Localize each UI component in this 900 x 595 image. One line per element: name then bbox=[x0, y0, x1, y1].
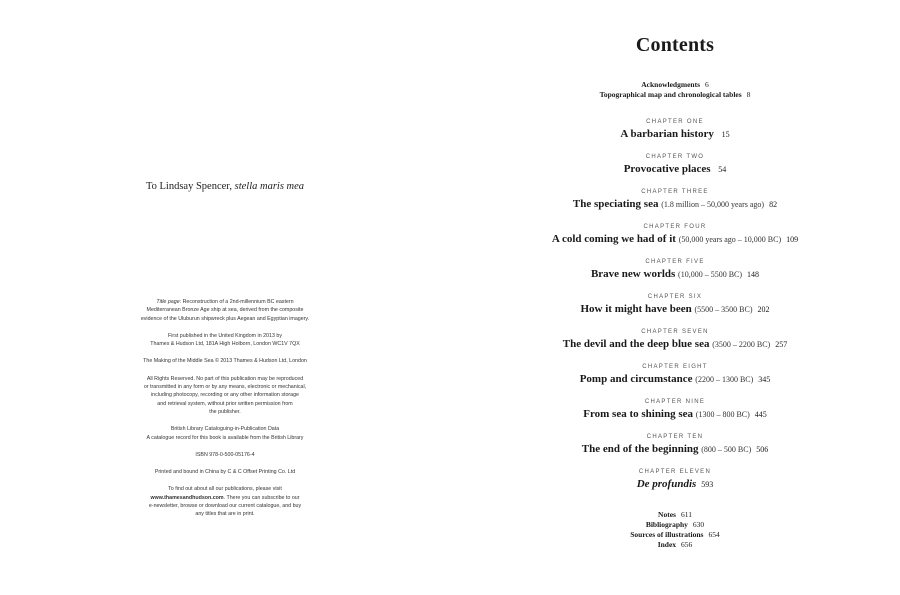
chapter-entry bbox=[450, 363, 900, 398]
chapter-label: CHAPTER TWO bbox=[645, 154, 705, 160]
cataloguing-line: A catalogue record for this book is available from the British Library bbox=[146, 434, 304, 441]
chapter-label: CHAPTER FOUR bbox=[643, 224, 707, 230]
chapter-entry bbox=[450, 153, 900, 188]
rights-notice bbox=[110, 375, 340, 416]
publication-line: Thames & Hudson Ltd, 181A High Holborn, London WC1V 7QX bbox=[150, 341, 300, 348]
isbn-line: ISBN 978-0-500-05176-4 bbox=[195, 451, 255, 458]
chapter-entry bbox=[450, 328, 900, 363]
toc-entry-label: Topographical map and chronological tables bbox=[599, 90, 742, 99]
publication-info bbox=[110, 332, 340, 349]
toc-page-number: 506 bbox=[756, 445, 769, 454]
chapter-entry bbox=[450, 258, 900, 293]
find-out-line: any titles that are in print. bbox=[195, 511, 255, 518]
chapter-title: The end of the beginning bbox=[581, 443, 699, 455]
chapter-label: CHAPTER FIVE bbox=[645, 259, 705, 265]
find-out-line: To find out about all our publications, please visit bbox=[168, 486, 282, 493]
toc-page-number: 8 bbox=[746, 90, 751, 99]
printed-info bbox=[110, 468, 340, 476]
rights-line: All Rights Reserved. No part of this publication may be reproduced bbox=[146, 375, 304, 382]
chapter-dates: (1.8 million – 50,000 years ago) bbox=[661, 200, 765, 209]
toc-page-number: 15 bbox=[721, 130, 730, 139]
toc-page-number: 593 bbox=[701, 480, 714, 489]
chapter-dates: (3500 – 2200 BC) bbox=[712, 340, 771, 349]
caption-label: Title page bbox=[156, 299, 180, 305]
toc-page-number: 109 bbox=[786, 235, 799, 244]
chapter-entry bbox=[450, 398, 900, 433]
imprint bbox=[110, 298, 340, 528]
cataloguing-data bbox=[110, 425, 340, 442]
chapter-label: CHAPTER ELEVEN bbox=[638, 469, 712, 475]
toc-page-number: 611 bbox=[680, 510, 692, 519]
toc-page-number: 257 bbox=[775, 340, 788, 349]
chapter-dates: (1300 – 800 BC) bbox=[695, 410, 750, 419]
toc-entry-map-tables bbox=[450, 90, 900, 100]
chapter-title: A barbarian history bbox=[620, 128, 714, 140]
find-out-line: e-newsletter, browse or download our current catalogue, and buy bbox=[148, 503, 302, 510]
chapter-label: CHAPTER SEVEN bbox=[641, 329, 709, 335]
chapter-label: CHAPTER TEN bbox=[646, 434, 704, 440]
toc-page-number: 656 bbox=[681, 540, 693, 549]
dedication bbox=[0, 181, 450, 192]
toc-entry-label: Bibliography bbox=[645, 520, 688, 529]
chapter-label: CHAPTER THREE bbox=[641, 189, 709, 195]
chapter-entry bbox=[450, 433, 900, 468]
dedication-italic: stella maris mea bbox=[234, 181, 305, 192]
chapter-title: The speciating sea bbox=[572, 198, 659, 210]
copyright-line: The Making of the Middle Sea © 2013 Thames & Hudson Ltd, London bbox=[143, 358, 307, 365]
toc-entry-notes bbox=[450, 510, 900, 520]
chapter-dates: (800 – 500 BC) bbox=[701, 445, 752, 454]
toc-page-number: 148 bbox=[747, 270, 760, 279]
chapter-entry bbox=[450, 188, 900, 223]
toc-entry-bibliography bbox=[450, 520, 900, 530]
chapter-title: De profundis bbox=[636, 478, 697, 490]
rights-line: or transmitted in any form or by any means, electronic or mechanical, bbox=[143, 384, 307, 391]
chapter-title: A cold coming we had of it bbox=[551, 233, 676, 245]
toc-page-number: 654 bbox=[708, 530, 720, 539]
website-url: www.thamesandhudson.com bbox=[150, 494, 224, 501]
toc-entry-sources bbox=[450, 530, 900, 540]
chapter-dates: (2200 – 1300 BC) bbox=[695, 375, 754, 384]
chapter-entry bbox=[450, 223, 900, 258]
toc-entry-acknowledgments bbox=[450, 80, 900, 90]
dedication-text: To Lindsay Spencer, bbox=[145, 181, 235, 192]
caption-line: evidence of the Uluburun shipwreck plus Aegean and Egyptian imagery. bbox=[140, 315, 310, 322]
caption-line: : Reconstruction of a 2nd-millennium BC eastern bbox=[179, 299, 294, 305]
chapter-title: From sea to shining sea bbox=[583, 408, 694, 420]
toc-page-number: 82 bbox=[769, 200, 778, 209]
front-matter-list bbox=[450, 80, 900, 100]
back-matter-list bbox=[450, 510, 900, 550]
rights-line: including photocopy, recording or any other information storage bbox=[150, 392, 299, 399]
cataloguing-line: British Library Cataloguing-in-Publication Data bbox=[170, 426, 280, 433]
toc-page-number: 630 bbox=[692, 520, 705, 529]
toc-page-number: 54 bbox=[718, 165, 727, 174]
chapter-label: CHAPTER NINE bbox=[644, 399, 706, 405]
toc-page-number: 445 bbox=[754, 410, 767, 419]
toc-page-number: 6 bbox=[705, 80, 709, 89]
chapter-title: Provocative places bbox=[623, 163, 711, 175]
chapter-entry bbox=[450, 468, 900, 503]
chapter-title: Brave new worlds bbox=[590, 268, 676, 280]
find-out-info bbox=[110, 485, 340, 518]
chapter-label: CHAPTER SIX bbox=[647, 294, 703, 300]
chapter-dates: (5500 – 3500 BC) bbox=[694, 305, 753, 314]
chapter-entry bbox=[450, 293, 900, 328]
isbn bbox=[110, 451, 340, 459]
chapter-entry bbox=[450, 118, 900, 153]
copyright-notice bbox=[110, 357, 340, 365]
chapter-label: CHAPTER ONE bbox=[646, 119, 704, 125]
chapter-title: How it might have been bbox=[580, 303, 692, 315]
toc-entry-label: Notes bbox=[658, 510, 676, 519]
chapter-label: CHAPTER EIGHT bbox=[642, 364, 708, 370]
toc-page-number: 345 bbox=[758, 375, 771, 384]
printed-line: Printed and bound in China by C & C Offset Printing Co. Ltd bbox=[154, 469, 296, 476]
rights-line: and retrieval system, without prior written permission from bbox=[157, 400, 293, 407]
chapter-list bbox=[450, 118, 900, 503]
right-page bbox=[450, 0, 900, 595]
publication-line: First published in the United Kingdom in 2013 by bbox=[168, 332, 282, 339]
chapter-dates: (50,000 years ago – 10,000 BC) bbox=[678, 235, 782, 244]
chapter-title: The devil and the deep blue sea bbox=[562, 338, 710, 350]
chapter-title: Pomp and circumstance bbox=[579, 373, 693, 385]
find-out-line: . There you can subscribe to our bbox=[223, 494, 300, 501]
toc-entry-label: Sources of illustrations bbox=[630, 530, 704, 539]
toc-page-number: 202 bbox=[757, 305, 770, 314]
title-page-caption bbox=[110, 298, 340, 323]
chapter-dates: (10,000 – 5500 BC) bbox=[678, 270, 743, 279]
toc-entry-label: Index bbox=[657, 540, 677, 549]
rights-line: the publisher. bbox=[209, 408, 241, 415]
contents-title: Contents bbox=[635, 34, 715, 56]
toc-entry-label: Acknowledgments bbox=[641, 80, 700, 89]
toc-entry-index bbox=[450, 540, 900, 550]
caption-line: Mediterranean Bronze Age ship at sea, derived from the composite bbox=[146, 307, 304, 314]
